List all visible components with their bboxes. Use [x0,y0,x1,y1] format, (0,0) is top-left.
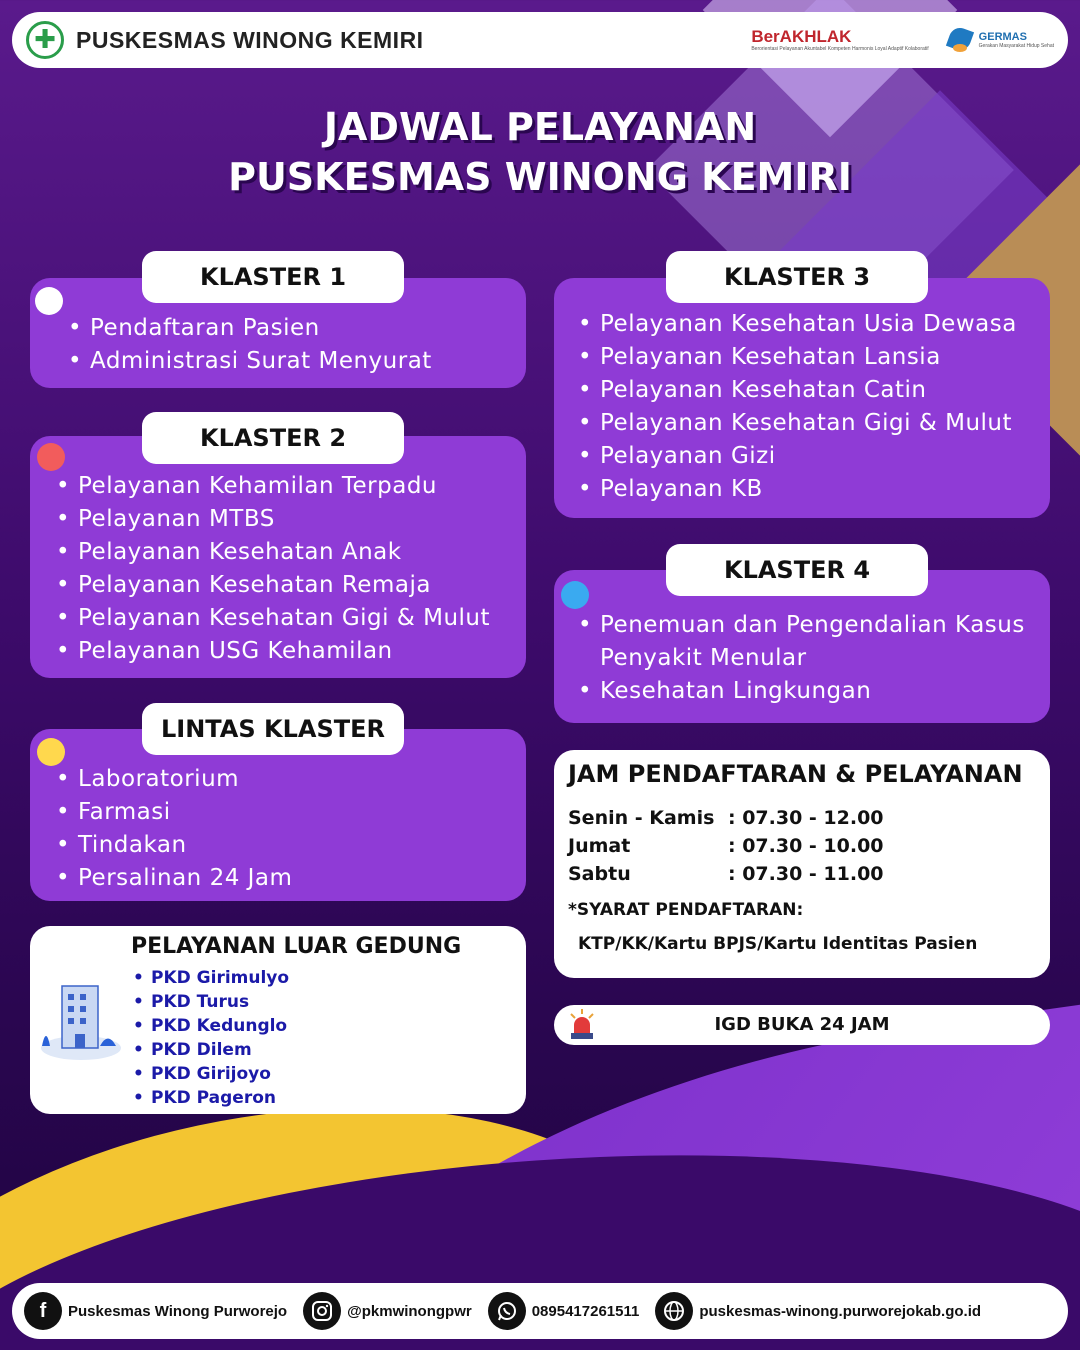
list-item: • Pelayanan Kesehatan Gigi & Mulut [576,407,1017,440]
building-icon [38,976,124,1062]
germas-logo: GERMAS Gerakan Masyarakat Hidup Sehat [945,22,1054,58]
list-item: • Pelayanan Kesehatan Gigi & Mulut [54,602,490,635]
luar-gedung-list [131,966,289,1110]
klaster1-label: KLASTER 1 [142,251,404,303]
klaster2-dot [37,443,65,471]
list-item: • Laboratorium [54,763,292,796]
list-item: • Farmasi [54,796,292,829]
berakhlak-logo: BerAKHLAK Berorientasi Pelayanan Akuntabel Kompeten Harmonis Loyal Adaptif Kolaboratif [751,27,929,52]
list-item: • Tindakan [54,829,292,862]
list-item: • PKD Pageron [131,1086,289,1110]
whatsapp-link[interactable]: 0895417261511 [488,1292,640,1330]
list-item: • Kesehatan Lingkungan [576,675,1046,708]
germas-icon [945,22,975,58]
klaster4-dot [561,581,589,609]
jam-day: Senin - Kamis [568,807,715,829]
list-item: • PKD Dilem [131,1038,289,1062]
jam-table [568,804,884,888]
jam-day: Sabtu [568,863,631,885]
klaster1-list [66,312,432,378]
instagram-icon [303,1292,341,1330]
list-item: • Penemuan dan Pengendalian Kasus Penyakit Menular [576,609,1046,675]
list-item: • PKD Girimulyo [131,966,289,990]
list-item: • Pelayanan MTBS [54,503,490,536]
globe-icon [655,1292,693,1330]
klaster1-dot [35,287,63,315]
list-item: • Persalinan 24 Jam [54,862,292,895]
list-item: • Administrasi Surat Menyurat [66,345,432,378]
list-item: • Pelayanan Kesehatan Catin [576,374,1017,407]
luar-gedung-label: PELAYANAN LUAR GEDUNG [131,934,462,959]
klaster4-label: KLASTER 4 [666,544,928,596]
list-item: • Pelayanan Kehamilan Terpadu [54,470,490,503]
syarat-label: *SYARAT PENDAFTARAN: [568,900,804,920]
puskesmas-logo-icon: ✚ [26,21,64,59]
klaster3-card [554,278,1050,518]
list-item: • Pelayanan Kesehatan Usia Dewasa [576,308,1017,341]
jam-label: JAM PENDAFTARAN & PELAYANAN [568,760,1023,788]
list-item: • Pendaftaran Pasien [66,312,432,345]
igd-card [554,1005,1050,1045]
jam-time: : 07.30 - 11.00 [728,863,884,885]
page-title: JADWAL PELAYANAN PUSKESMAS WINONG KEMIRI [228,105,852,199]
instagram-link[interactable]: @pkmwinongpwr [303,1292,472,1330]
klaster2-card [30,436,526,678]
klaster3-label: KLASTER 3 [666,251,928,303]
partner-logos [751,22,1054,58]
list-item: • Pelayanan KB [576,473,1017,506]
jam-row [568,804,884,832]
klaster2-label: KLASTER 2 [142,412,404,464]
list-item: • Pelayanan Kesehatan Lansia [576,341,1017,374]
klaster3-list [576,308,1017,506]
jam-day: Jumat [568,835,631,857]
syarat-value: KTP/KK/Kartu BPJS/Kartu Identitas Pasien [578,934,978,954]
jam-row [568,860,884,888]
lintas-list [54,763,292,895]
brand-name: PUSKESMAS WINONG KEMIRI [76,26,424,53]
whatsapp-icon [488,1292,526,1330]
list-item: • Pelayanan Kesehatan Anak [54,536,490,569]
jam-row [568,832,884,860]
facebook-link[interactable]: f Puskesmas Winong Purworejo [24,1292,287,1330]
list-item: • PKD Kedunglo [131,1014,289,1038]
lintas-label: LINTAS KLASTER [142,703,404,755]
footer-bar [12,1283,1068,1339]
facebook-icon: f [24,1292,62,1330]
list-item: • PKD Girijoyo [131,1062,289,1086]
list-item: • Pelayanan Kesehatan Remaja [54,569,490,602]
website-link[interactable]: puskesmas-winong.purworejokab.go.id [655,1292,981,1330]
klaster2-list [54,470,490,668]
lintas-dot [37,738,65,766]
igd-label: IGD BUKA 24 JAM [714,1014,890,1035]
jam-time: : 07.30 - 12.00 [728,807,884,829]
list-item: • Pelayanan Gizi [576,440,1017,473]
header-bar [12,12,1068,68]
list-item: • PKD Turus [131,990,289,1014]
luar-gedung-card [30,926,526,1114]
jam-time: : 07.30 - 10.00 [728,835,884,857]
list-item: • Pelayanan USG Kehamilan [54,635,490,668]
jam-card [554,750,1050,978]
klaster4-list [576,609,1046,708]
